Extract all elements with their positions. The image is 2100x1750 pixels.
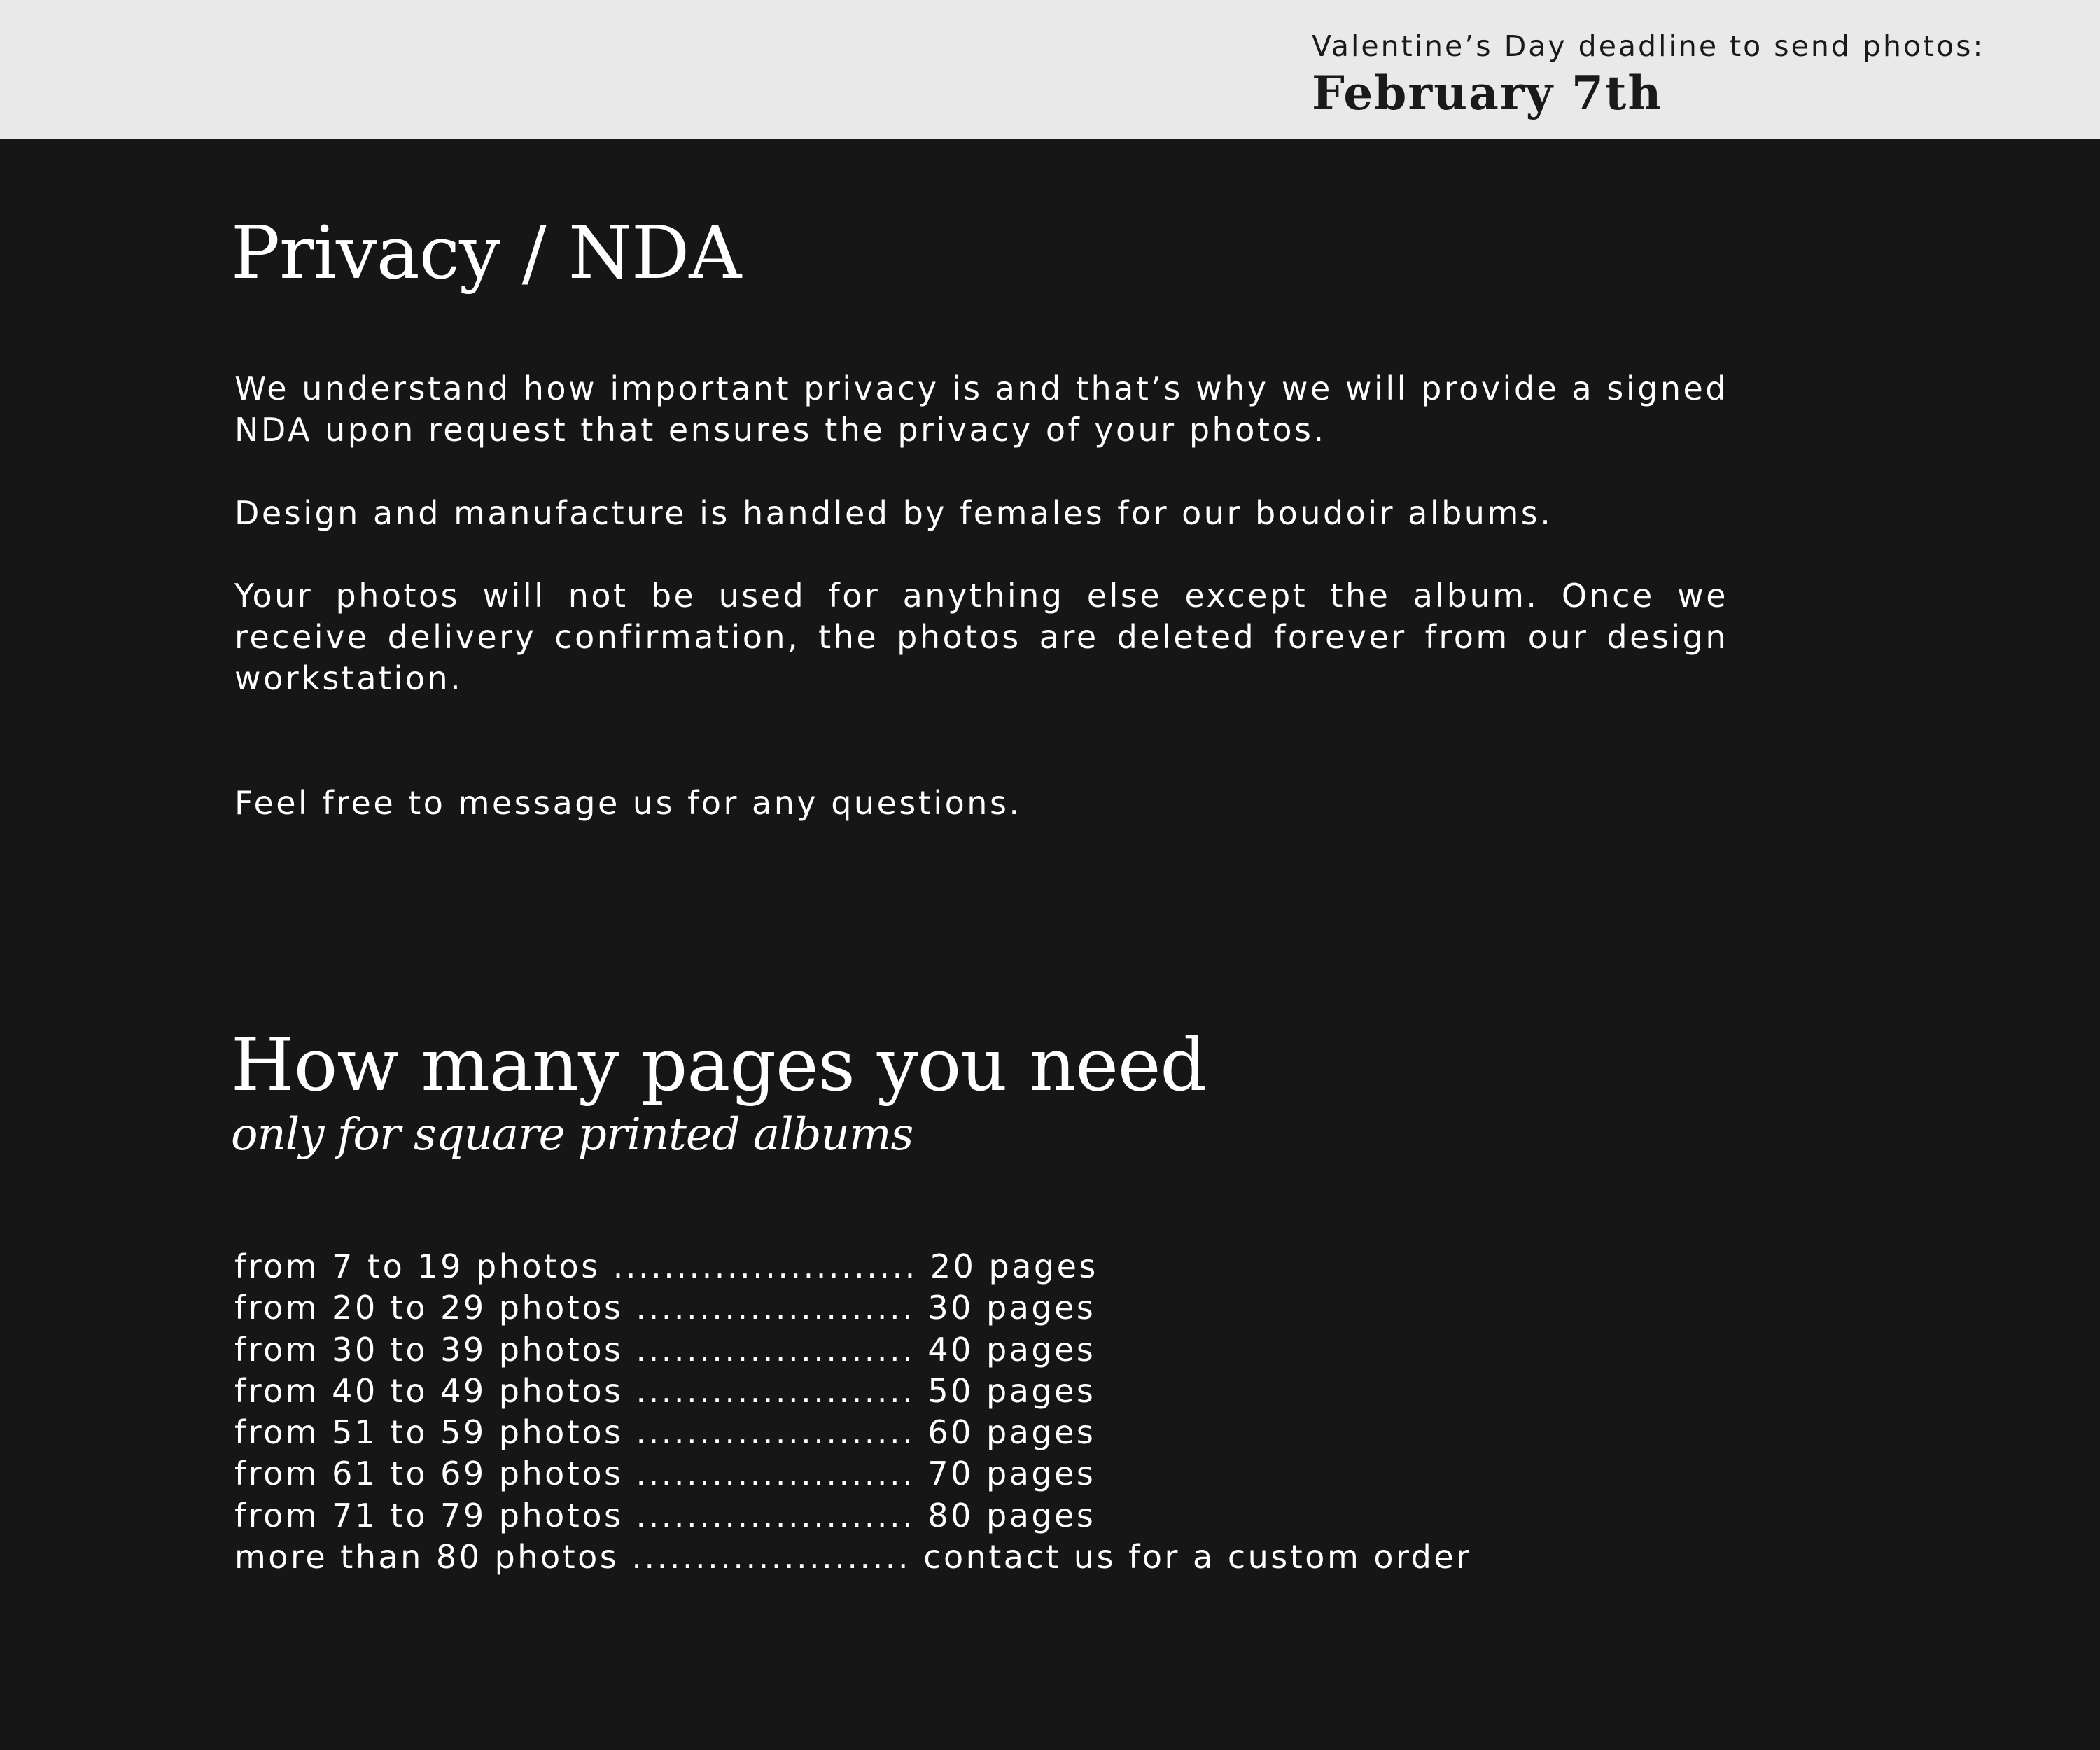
pages-row: from 51 to 59 photos ...................... 60 pages [234,1413,1096,1452]
privacy-paragraph-nda: We understand how important privacy is and that’s why we will provide a signed NDA upon request that ensures the privacy of your photos. [234,370,1728,449]
pages-row: from 20 to 29 photos ...................... 30 pages [234,1289,1096,1327]
pages-row: from 40 to 49 photos ...................... 50 pages [234,1371,1096,1410]
deadline-banner [0,0,2100,139]
privacy-heading: Privacy / NDA [231,210,741,295]
pages-row: from 7 to 19 photos ........................ 20 pages [234,1247,1098,1285]
privacy-paragraph-design: Design and manufacture is handled by females for our boudoir albums. [234,494,1553,532]
pages-row: from 71 to 79 photos ...................... 80 pages [234,1496,1096,1534]
pages-list [234,1246,1472,1578]
deadline-date: February 7th [1312,66,1663,120]
privacy-paragraph-usage: Your photos will not be used for anything else except the album. Once we receive delivery confirmation, the photos are deleted forever from our design workstation. [234,577,1728,697]
pages-row: more than 80 photos ...................... contact us for a custom order [234,1538,1472,1576]
pages-row: from 30 to 39 photos ...................... 40 pages [234,1330,1096,1368]
privacy-paragraph-contact: Feel free to message us for any questions. [234,784,1022,822]
pages-heading: How many pages you need [231,1022,1206,1107]
pages-subtitle: only for square printed albums [231,1109,913,1161]
deadline-label: Valentine’s Day deadline to send photos: [1312,29,1985,63]
pages-row: from 61 to 69 photos ...................... 70 pages [234,1455,1096,1493]
